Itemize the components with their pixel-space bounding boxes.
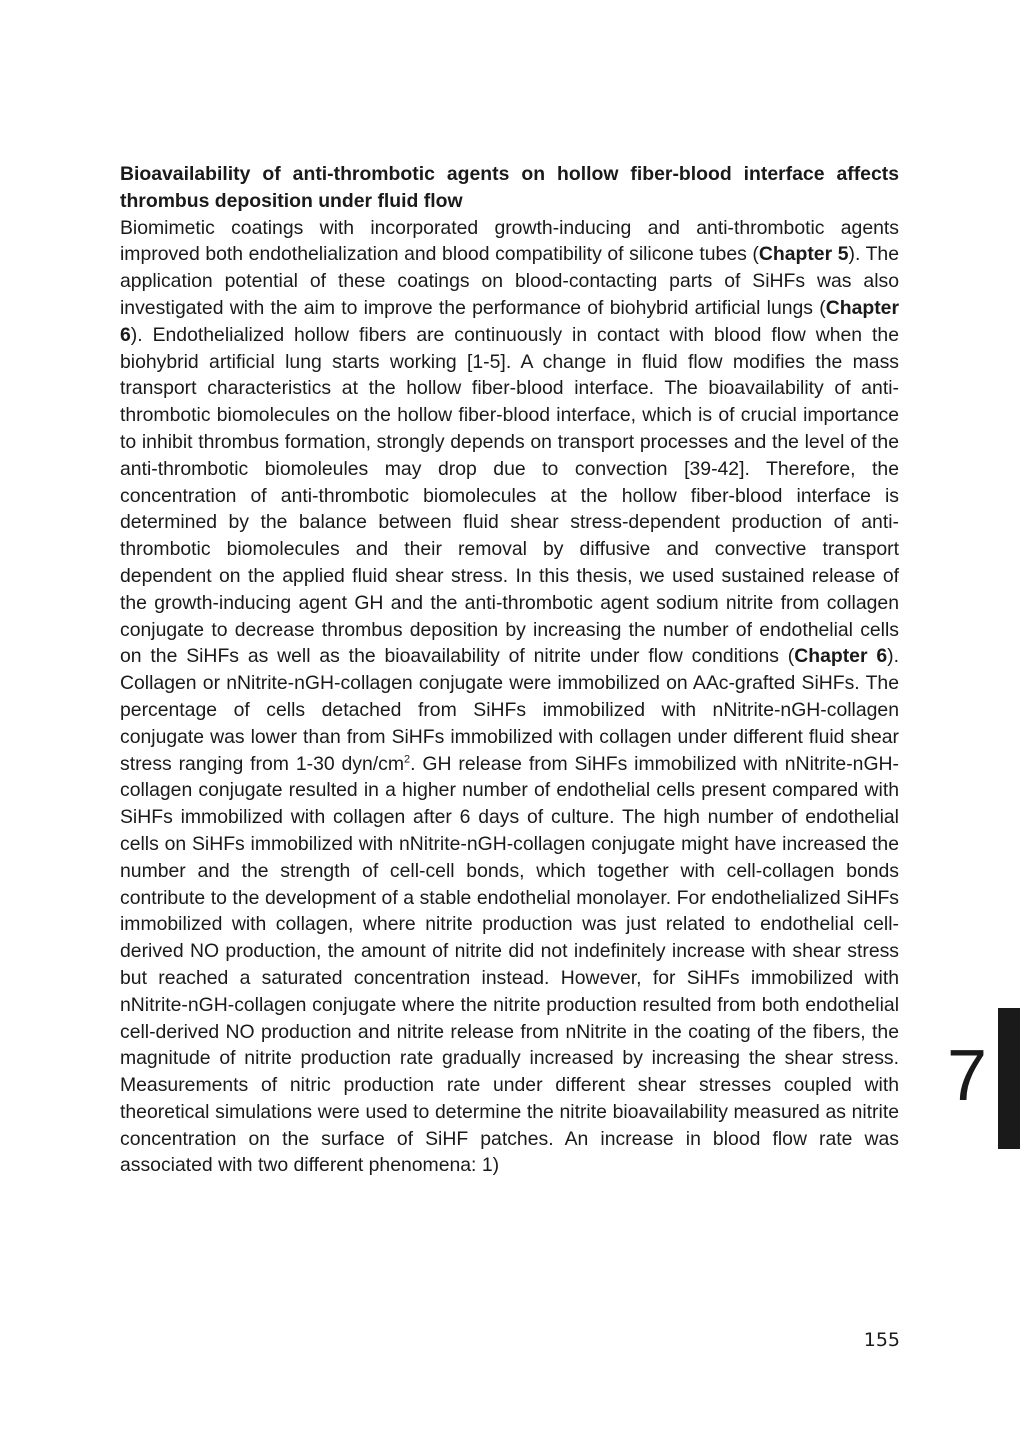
text-segment: ). Collagen or nNitrite-nGH-collagen conjugate were immobilized on AAc-grafted SiHFs. The percentage of cells detached from SiHFs immobilized with nNitrite-nGH-collagen conjugate was lower than from SiHFs immobilized with collagen under different fluid shear stress ranging from 1-30 dyn/cm: [120, 645, 899, 775]
text-segment: ). The application potential of these coatings on blood-contacting parts of SiHFs was also investigated with the aim to improve the performance of biohybrid artificial lungs (: [120, 243, 899, 319]
chapter-thumb-tab: [998, 1008, 1020, 1149]
page-number: 155: [863, 1329, 900, 1351]
unit-superscript: 2: [404, 753, 411, 766]
chapter-number: 7: [946, 1036, 988, 1116]
chapter-reference: Chapter 6: [120, 296, 899, 346]
section-heading: Bioavailability of anti-thrombotic agents on hollow fiber-blood interface affects thrombus deposition under fluid flow: [120, 163, 899, 212]
text-segment: Biomimetic coatings with incorporated growth-inducing and anti-thrombotic agents improved both endothelialization and blood compatibility of silicone tubes (: [120, 216, 899, 266]
chapter-reference: Chapter 6: [794, 645, 888, 668]
page-content: [120, 161, 899, 1179]
text-segment: . GH release from SiHFs immobilized with nNitrite-nGH-collagen conjugate resulted in a higher number of endothelial cells present compared with SiHFs immobilized with collagen after 6 days of culture. The high number of endothelial cells on SiHFs immobilized with nNitrite-nGH-collagen conjugate might have increased the number and the strength of cell-cell bonds, which together with cell-collagen bonds contribute to the development of a stable endothelial monolayer. For endothelialized SiHFs immobilized with collagen, where nitrite production was just related to endothelial cell-derived NO production, the amount of nitrite did not indefinitely increase with shear stress but reached a saturated concentration instead. However, for SiHFs immobilized with nNitrite-nGH-collagen conjugate where the nitrite production resulted from both endothelial cell-derived NO production and nitrite release from nNitrite in the coating of the fibers, the magnitude of nitrite production rate gradually increased by increasing the shear stress. Measurements of nitric production rate under different shear stresses coupled with theoretical simulations were used to determine the nitrite bioavailability measured as nitrite concentration on the surface of SiHF patches. An increase in blood flow rate was associated with two different phenomena: 1): [120, 752, 899, 1177]
text-segment: ). Endothelialized hollow fibers are continuously in contact with blood flow when the biohybrid artificial lung starts working [1-5]. A change in fluid flow modifies the mass transport characteristics at the hollow fiber-blood interface. The bioavailability of anti-thrombotic biomolecules on the hollow fiber-blood interface, which is of crucial importance to inhibit thrombus formation, strongly depends on transport processes and the level of the anti-thrombotic biomoleules may drop due to convection [39-42]. Therefore, the concentration of anti-thrombotic biomolecules at the hollow fiber-blood interface is determined by the balance between fluid shear stress-dependent production of anti-thrombotic biomolecules and their removal by diffusive and convective transport dependent on the applied fluid shear stress. In this thesis, we used sustained release of the growth-inducing agent GH and the anti-thrombotic agent sodium nitrite from collagen conjugate to decrease thrombus deposition by increasing the number of endothelial cells on the SiHFs as well as the bioavailability of nitrite under flow conditions (: [120, 323, 899, 668]
body-paragraph: [120, 215, 899, 1180]
chapter-reference: Chapter 5: [758, 243, 849, 266]
